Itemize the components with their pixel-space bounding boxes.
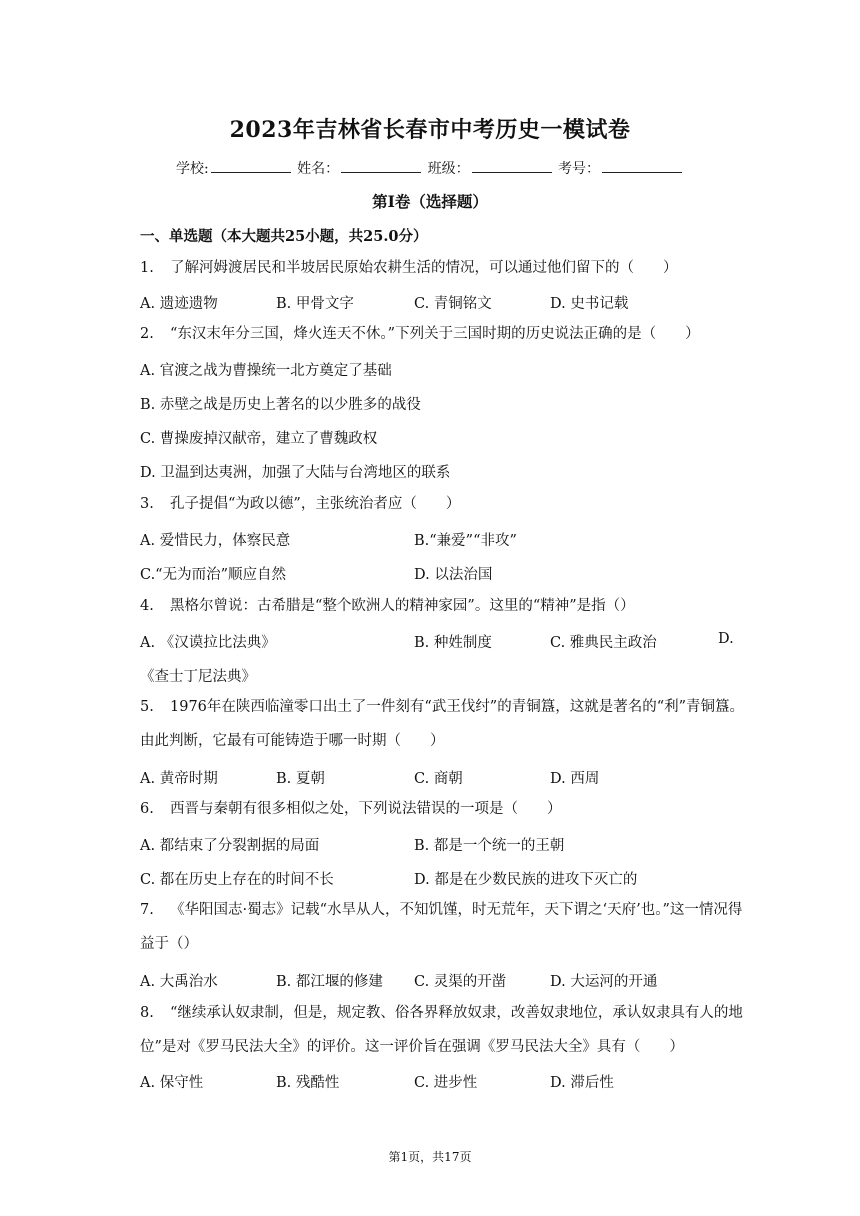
option-b[interactable]: B.“兼爱”“非攻”: [414, 533, 517, 549]
question-4-options-row-2: [140, 665, 750, 687]
name-label: 姓名：: [297, 161, 340, 177]
option-b[interactable]: B. 赤壁之战是历史上著名的以少胜多的战役: [140, 397, 421, 413]
volume-heading: 第I卷（选择题）: [372, 192, 488, 211]
option-d[interactable]: D. 都是在少数民族的进攻下灭亡的: [414, 872, 638, 888]
question-text: 黑格尔曾说：古希腊是“整个欧洲人的精神家园”。这里的“精神”是指（）: [170, 598, 635, 614]
question-5: [140, 690, 750, 758]
question-number: 3.: [140, 496, 154, 512]
option-d-label[interactable]: D.: [718, 631, 734, 647]
option-a[interactable]: A. 大禹治水: [140, 974, 218, 990]
student-info-line: [0, 158, 860, 178]
question-3-options-row-2: [140, 563, 750, 585]
option-c[interactable]: C. 进步性: [414, 1075, 478, 1091]
class-label: 班级：: [427, 161, 470, 177]
option-a[interactable]: A. 爱惜民力，体察民意: [140, 533, 291, 549]
question-1-options: [140, 292, 750, 314]
question-8: [140, 996, 750, 1064]
question-number: 8.: [140, 1005, 154, 1021]
page-title: 2023年吉林省长春市中考历史一模试卷: [229, 117, 631, 143]
question-6: [140, 793, 750, 826]
question-7-options: [140, 970, 750, 992]
question-4-options-row-1: [140, 631, 750, 653]
option-d[interactable]: D. 西周: [550, 771, 600, 787]
option-b[interactable]: B. 都是一个统一的王朝: [414, 838, 565, 854]
question-6-options-row-2: [140, 868, 750, 890]
question-8-options: [140, 1071, 750, 1093]
option-b[interactable]: B. 甲骨文字: [276, 296, 354, 312]
option-a[interactable]: A. 遗迹遗物: [140, 296, 218, 312]
question-3-options-row-1: [140, 529, 750, 551]
question-7: [140, 893, 750, 961]
option-c[interactable]: C. 曹操废掉汉献帝，建立了曹魏政权: [140, 431, 378, 447]
exam-number-blank[interactable]: [602, 158, 682, 173]
option-a[interactable]: A. 黄帝时期: [140, 771, 218, 787]
option-b[interactable]: B. 种姓制度: [414, 635, 492, 651]
exam-number-label: 考号：: [558, 161, 601, 177]
page-footer: 第1页，共17页: [388, 1150, 472, 1164]
option-b[interactable]: B. 都江堰的修建: [276, 974, 383, 990]
question-text: 孔子提倡“为政以德”，主张统治者应（ ）: [170, 496, 461, 512]
option-b[interactable]: B. 残酷性: [276, 1075, 340, 1091]
question-2-option-a-row: [140, 359, 750, 381]
question-number: 4.: [140, 598, 154, 614]
question-1: [140, 252, 750, 285]
question-text: 了解河姆渡居民和半坡居民原始农耕生活的情况，可以通过他们留下的（ ）: [170, 260, 678, 276]
option-d-text[interactable]: 《查士丁尼法典》: [140, 669, 256, 685]
question-3: [140, 488, 750, 521]
question-4: [140, 590, 750, 623]
question-number: 2.: [140, 326, 154, 342]
question-6-options-row-1: [140, 834, 750, 856]
question-2-option-d-row: [140, 461, 750, 483]
question-text: 1976年在陕西临潼零口出土了一件刻有“武王伐纣”的青铜簋，这就是著名的“利”青铜簋。由此判断，它最有可能铸造于哪一时期（ ）: [140, 699, 745, 749]
option-c[interactable]: C. 灵渠的开凿: [414, 974, 507, 990]
question-2: [140, 318, 750, 351]
school-blank[interactable]: [211, 158, 291, 173]
option-a[interactable]: A. 《汉谟拉比法典》: [140, 635, 276, 651]
question-text: 西晋与秦朝有很多相似之处，下列说法错误的一项是（ ）: [170, 801, 562, 817]
question-5-options: [140, 767, 750, 789]
option-b[interactable]: B. 夏朝: [276, 771, 325, 787]
question-number: 5.: [140, 699, 154, 715]
school-label: 学校:: [175, 161, 209, 177]
option-d[interactable]: D. 滞后性: [550, 1075, 614, 1091]
question-text: “东汉末年分三国，烽火连天不休。”下列关于三国时期的历史说法正确的是（ ）: [170, 326, 700, 342]
question-2-option-c-row: [140, 427, 750, 449]
option-a[interactable]: A. 都结束了分裂割据的局面: [140, 838, 320, 854]
option-d[interactable]: D. 大运河的开通: [550, 974, 658, 990]
option-d[interactable]: D. 以法治国: [414, 567, 493, 583]
section-heading: 一、单选题（本大题共25小题，共25.0分）: [140, 228, 428, 245]
question-number: 1.: [140, 260, 154, 276]
option-c[interactable]: C.“无为而治”顺应自然: [140, 567, 287, 583]
question-number: 7.: [140, 902, 154, 918]
question-2-option-b-row: [140, 393, 750, 415]
question-text: 《华阳国志·蜀志》记载“水旱从人，不知饥馑，时无荒年，天下谓之‘天府’也。”这一情况得益于（）: [140, 902, 743, 952]
question-number: 6.: [140, 801, 154, 817]
option-c[interactable]: C. 都在历史上存在的时间不长: [140, 872, 334, 888]
option-a[interactable]: A. 官渡之战为曹操统一北方奠定了基础: [140, 363, 392, 379]
option-c[interactable]: C. 商朝: [414, 771, 463, 787]
name-blank[interactable]: [341, 158, 421, 173]
option-a[interactable]: A. 保守性: [140, 1075, 204, 1091]
question-text: “继续承认奴隶制，但是，规定教、俗各界释放奴隶，改善奴隶地位，承认奴隶具有人的地位”是对《罗马民法大全》的评价。这一评价旨在强调《罗马民法大全》具有（ ）: [140, 1005, 743, 1055]
option-c[interactable]: C. 雅典民主政治: [550, 635, 657, 651]
option-c[interactable]: C. 青铜铭文: [414, 296, 492, 312]
class-blank[interactable]: [472, 158, 552, 173]
option-d[interactable]: D. 卫温到达夷洲，加强了大陆与台湾地区的联系: [140, 465, 451, 481]
option-d[interactable]: D. 史书记载: [550, 296, 629, 312]
